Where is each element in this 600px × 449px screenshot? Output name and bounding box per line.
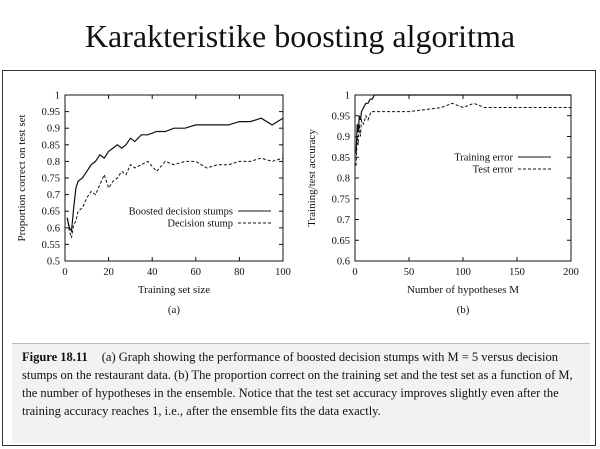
- figure-caption: [12, 343, 590, 443]
- panel-a-x-axis-label: Training set size: [137, 284, 211, 296]
- panel-a-panel-label: (a): [167, 304, 181, 316]
- panel-b-x-tick-label: 50: [403, 267, 415, 278]
- panel-a-x-tick-label: 80: [234, 267, 245, 278]
- panel-a-y-tick-label: 0.85: [41, 140, 60, 152]
- panel-b-plot-frame: [355, 95, 571, 261]
- slide-title: Karakteristike boosting algoritma: [84, 18, 516, 54]
- panel-b-x-tick-label: 150: [509, 267, 525, 278]
- panel-a-x-tick-label: 0: [62, 267, 68, 278]
- panel-a-y-tick-label: 0.95: [41, 107, 60, 119]
- panel-a-y-tick-label: 0.65: [41, 206, 60, 218]
- panel-b-y-tick-label: 0.7: [336, 215, 350, 226]
- panel-a-plot-frame: [65, 95, 283, 261]
- panel-b-y-tick-label: 0.8: [336, 173, 350, 185]
- panel-a-y-tick-label: 0.5: [46, 256, 60, 268]
- panel-b-y-tick-label: 0.65: [331, 235, 350, 247]
- caption-text: (a) Graph showing the performance of boosted decision stumps with M = 5 versus decision stumps on the restaurant data. (b) The proportion correct on the training set and the test set as a function of M, the number of hypotheses in the ensemble. Notice that the test set accuracy improves slightly even after the training accuracy reaches 1, i.e., after the ensemble fits the data exactly.: [22, 350, 573, 418]
- panel-b-y-tick-label: 0.9: [336, 132, 350, 143]
- panel-b-panel-label: (b): [456, 304, 470, 316]
- panel-a-y-tick-label: 0.6: [46, 223, 60, 235]
- panel-b-x-tick-label: 0: [352, 267, 358, 278]
- panel-b-y-tick-label: 0.75: [331, 194, 350, 206]
- panel-a-y-tick-label: 1: [54, 90, 60, 102]
- panel-a-y-tick-label: 0.8: [46, 156, 60, 168]
- panel-a-y-tick-label: 0.9: [46, 123, 60, 135]
- panel-a-legend-label-2: Decision stump: [167, 218, 233, 230]
- panel-b-x-axis-label: Number of hypotheses M: [406, 284, 520, 296]
- panel-b-y-tick-label: 0.6: [336, 256, 350, 268]
- panel-b-series-line-1: [356, 95, 571, 153]
- panel-a-y-tick-label: 0.7: [46, 190, 60, 202]
- panel-a-x-tick-label: 40: [146, 267, 158, 278]
- panel-b-x-tick-label: 100: [455, 267, 471, 278]
- panel-b-y-tick-label: 0.95: [331, 111, 350, 123]
- panel-a-legend-label-1: Boosted decision stumps: [128, 206, 233, 218]
- panel-a-x-tick-label: 100: [275, 267, 291, 278]
- panel-b-x-tick-label: 200: [563, 267, 579, 278]
- panel-b-y-tick-label: 0.85: [331, 152, 350, 164]
- panel-a-y-tick-label: 0.75: [41, 173, 60, 185]
- panel-b-y-tick-label: 1: [344, 90, 350, 102]
- caption-label: Figure 18.11: [22, 350, 88, 364]
- panel-a-x-tick-label: 60: [190, 267, 202, 278]
- panel-a-x-tick-label: 20: [103, 267, 114, 278]
- panel-b-y-axis-label: Training/test accuracy: [306, 129, 318, 227]
- panel-b-legend-label-1: Training error: [454, 152, 513, 164]
- panel-b-legend-label-2: Test error: [472, 164, 513, 176]
- panel-a-y-axis-label: Proportion correct on test set: [16, 114, 28, 242]
- panel-a-y-tick-label: 0.55: [41, 239, 60, 251]
